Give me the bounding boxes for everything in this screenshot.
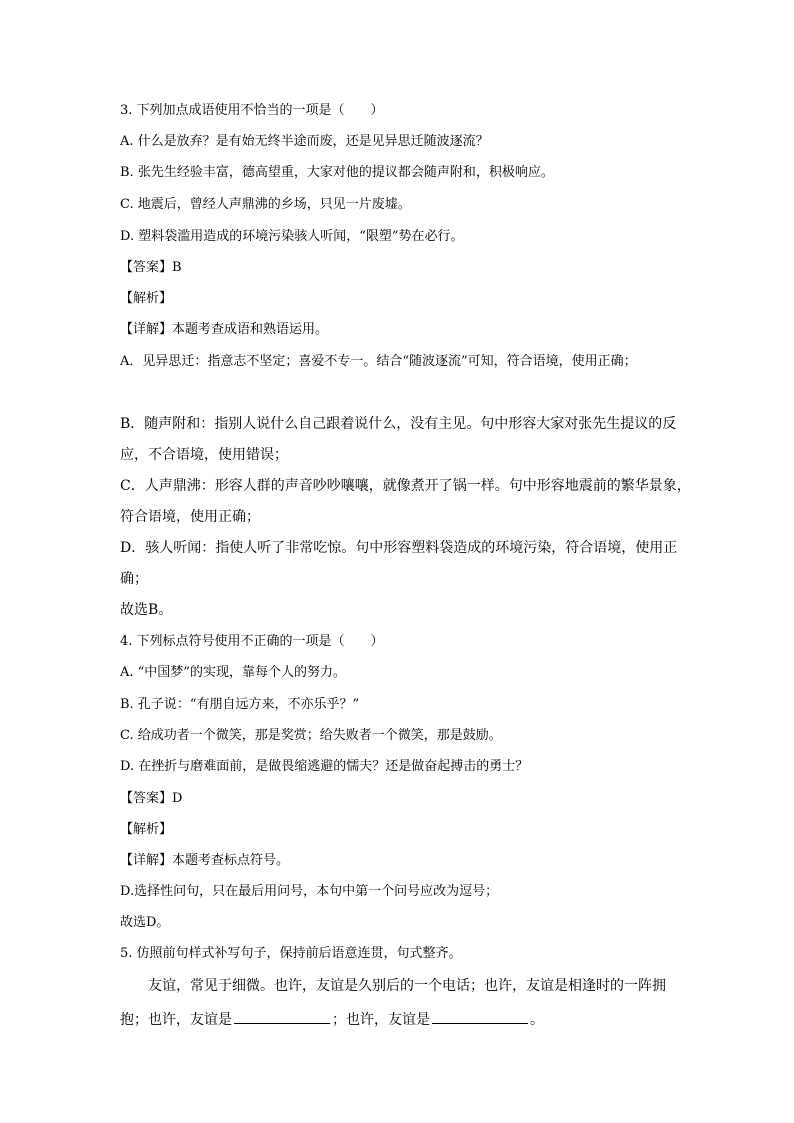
- q4-answer: 【答案】D: [120, 791, 183, 806]
- q3-explain-d: D．骇人听闻：指使人听了非常吃惊。句中形容塑料袋造成的环境污染，符合语境，使用正: [120, 540, 678, 556]
- q4-option-d: D. 在挫折与磨难面前，是做畏缩逃避的懦夫？还是做奋起搏击的勇士？: [120, 759, 529, 774]
- q4-option-c: C. 给成功者一个微笑，那是奖赏；给失败者一个微笑，那是鼓励。: [120, 728, 502, 743]
- q3-option-c: C. 地震后，曾经人声鼎沸的乡场，只见一片废墟。: [120, 197, 411, 212]
- q4-explain: D.选择性问句，只在最后用问号，本句中第一个问号应改为逗号；: [120, 884, 499, 899]
- q3-conclusion: 故选B。: [120, 602, 173, 618]
- q3-analysis-heading: 【解析】: [120, 291, 173, 306]
- q3-option-d: D. 塑料袋滥用造成的环境污染骇人听闻，“限塑”势在必行。: [120, 229, 464, 244]
- q5-text-part1: 抱；也许，友谊是: [120, 1012, 232, 1028]
- q5-paragraph-line1: 友谊，常见于细微。也许，友谊是久别后的一个电话；也许，友谊是相逢时的一阵拥: [148, 978, 666, 994]
- q5-text-part2: ；也许，友谊是: [332, 1012, 430, 1028]
- fill-blank-1[interactable]: [234, 1009, 330, 1024]
- q3-explain-a: A．见异思迁：指意志不坚定；喜爱不专一。结合“随波逐流”可知，符合语境，使用正确；: [120, 354, 637, 369]
- q3-detail: 【详解】本题考查成语和熟语运用。: [120, 322, 329, 337]
- q5-paragraph-line2: [120, 1009, 544, 1029]
- q3-title: 3. 下列加点成语使用不恰当的一项是（ ）: [120, 103, 384, 118]
- q4-title: 4. 下列标点符号使用不正确的一项是（ ）: [120, 634, 384, 649]
- q5-title: 5. 仿照前句样式补写句子，保持前后语意连贯，句式整齐。: [120, 946, 462, 961]
- q4-detail: 【详解】本题考查标点符号。: [120, 853, 290, 868]
- q3-option-a: A. 什么是放弃？是有始无终半途而废，还是见异思迁随波逐流？: [120, 134, 489, 149]
- q3-explain-b-cont: 应，不合语境，使用错误；: [120, 447, 288, 463]
- q4-conclusion: 故选D。: [120, 915, 170, 930]
- q5-text-part3: 。: [530, 1012, 544, 1028]
- q4-option-b: B. 孔子说：“有朋自远方来，不亦乐乎？”: [120, 697, 360, 712]
- q3-option-b: B. 张先生经验丰富，德高望重，大家对他的提议都会随声附和，积极响应。: [120, 165, 554, 180]
- q3-explain-c: C．人声鼎沸：形容人群的声音吵吵嚷嚷，就像煮开了锅一样。句中形容地震前的繁华景象，: [120, 478, 691, 494]
- q3-explain-d-cont: 确；: [120, 571, 148, 587]
- q4-analysis-heading: 【解析】: [120, 822, 173, 837]
- q3-explain-c-cont: 符合语境，使用正确；: [120, 509, 260, 525]
- q4-option-a: A. “中国梦”的实现，靠每个人的努力。: [120, 665, 346, 680]
- fill-blank-2[interactable]: [432, 1009, 528, 1024]
- q3-explain-b: B．随声附和：指别人说什么自己跟着说什么，没有主见。句中形容大家对张先生提议的反: [120, 416, 677, 432]
- q3-answer: 【答案】B: [120, 260, 182, 275]
